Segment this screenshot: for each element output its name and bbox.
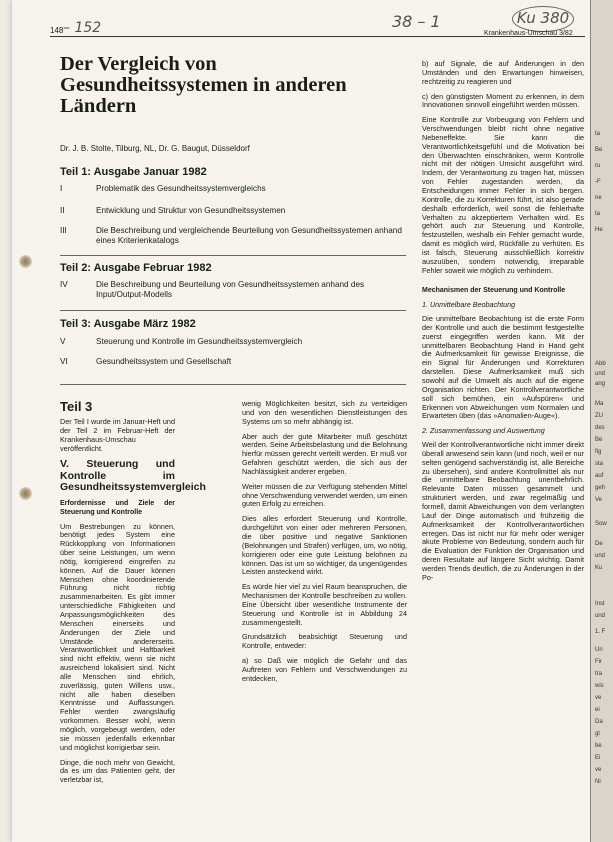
- subsection-heading-numbered: 1. Unmittelbare Beobachtung: [422, 300, 516, 310]
- body-paragraph: Aber auch der gute Mitarbeiter muß geschützt werden. Seine Arbeitsbelastung und die Belohnung hierfür müssen gerecht verteilt werden. Er muß vor Gefahren geschützt werden, die sich aus der Nachlässigkeit anderer ergeben.: [242, 431, 407, 476]
- edge-text-fragment: Inst: [595, 601, 605, 607]
- edge-text-fragment: Da: [595, 719, 603, 725]
- toc-item-number: VI: [60, 357, 68, 366]
- body-paragraph: wenig Möglichkeiten besitzt, sich zu verteidigen und von den wesentlichen Dienstleistungen des Systems um so mehr abhängig ist.: [242, 399, 407, 426]
- article-authors: Dr. J. B. Stolte, Tilburg, NL, Dr. G. Baugut, Düsseldorf: [60, 144, 250, 153]
- subsection-heading-numbered: 2. Zusammenfassung und Auswertung: [422, 426, 545, 436]
- part-title: Teil 3: [60, 399, 93, 414]
- subsection-heading: Mechanismen der Steuerung und Kontrolle: [422, 287, 566, 295]
- edge-text-fragment: Abb: [595, 361, 606, 367]
- toc-divider: [60, 384, 406, 385]
- toc-divider: [60, 255, 406, 256]
- edge-text-fragment: und: [595, 371, 606, 377]
- body-paragraph: Um Bestrebungen zu können, benötigt jedes System eine Rückkopplung von Informationen über seine Leistungen, um wenn nötig, korrigierend eingreifen zu können. Auf die Dauer können Menschen ohne koordinierende Führung nicht richtig zusammenarbeiten. Es gibt immer unterschiedliche Fähigkeiten und Anpassungsmöglichkeiten des Menschen einerseits und Änderungen der Ziele und Umstände andererseits. Verantwortlichkeit und Haftbarkeit sind nicht effektiv, wenn sie nicht ausreichend lokalisiert sind. Nicht alle Menschen sind ehrlich, zuverlässig, guten Willens usw., nicht alle haben dieselben Kenntnisse und Auffassungen. Fehler werden zwangsläufig vorkommen. Besser wohl, wenn möglich, vorgebeugt werden, oder sie müssen jedenfalls erkennbar und möglichst korrigierbar sein.: [60, 521, 175, 752]
- section-heading: V. Steuerung und Kontrolle im Gesundheitssystemvergleich: [60, 458, 206, 494]
- subsection-heading: Erfordernisse und Ziele der Steuerung und Kontrolle: [60, 499, 175, 516]
- toc-item-text: Steuerung und Kontrolle im Gesundheitssystemvergleich: [96, 337, 303, 346]
- body-column-3: [422, 60, 584, 589]
- toc-heading-part-1: Teil 1: Ausgabe Januar 1982: [60, 166, 207, 178]
- toc-item-number: IV: [60, 280, 68, 289]
- body-paragraph: Weil der Kontrollverantwortliche nicht immer direkt überall anwesend sein kann (und noch, weil er nur selten genügend sachverständig ist, alle Bereiche zu übersehen), sind andere Kontrollmittel als nur die unmittelbare Beobachtung unentbehrlich. Relevante Daten müssen gesammelt und strukturiert werden, und zwar regelmäßig und formell, damit Abweichungen von dem verlangten Lauf der Dinge automatisch und frühzeitig die Aufmerksamkeit der Kontrollverantwortlichen erregen. Das ist nicht nur für mehr oder weniger akute Probleme von Bedeutung, sondern auch für die Evaluation der Funktion der Organisation und deren Resultate auf längere Sicht wichtig. Damit werden Trends deutlich, die zu Änderungen in der Po-: [422, 440, 584, 582]
- intro-paragraph: Der Teil I wurde im Januar-Heft und der Teil 2 im Februar-Heft der Krankenhaus-Umschau veröffentlicht.: [60, 417, 175, 453]
- toc-heading-part-2: Teil 2: Ausgabe Februar 1982: [60, 262, 212, 274]
- edge-text-fragment: des: [595, 425, 605, 431]
- body-column-1: [60, 417, 206, 791]
- edge-text-fragment: auf: [595, 473, 604, 479]
- edge-text-fragment: Un: [595, 647, 603, 653]
- edge-text-fragment: De: [595, 541, 603, 547]
- body-paragraph: Dies alles erfordert Steuerung und Kontrolle, durchgeführt von einer oder mehreren Personen, die über positive und negative Sanktionen (Belohnungen und Strafen) verfügen, um, wo nötig, korrigieren oder eine gute Leistung belohnen zu können. Das ist um so wichtiger, da ungenügendes Leisten ansteckend wirkt.: [242, 514, 407, 577]
- edge-text-fragment: ta: [595, 131, 601, 137]
- toc-item-text: Problematik des Gesundheitssystemvergleichs: [96, 184, 266, 193]
- edge-text-fragment: Ma: [595, 401, 604, 407]
- body-paragraph: Die unmittelbare Beobachtung ist die erste Form der Kontrolle und auch die bestimmt festgestellte zuerst eingegriffen werden kann. Mit der unmittelbaren Beobachtung Hand in Hand geht die Aufmerksamkeit für gewisse Ereignisse, die ein Signal für Änderungen und Korrekturen darstellen. Diese Aufmerksamkeit muß sich sowohl auf die Umwelt als auch auf die eigene Organisation richten. Der Kontrollverantwortliche soll sich bemühen, ein »Aufspüren« und Erkennen von Abweichungen vom Normalen und Erwarteten üben (das »Anomalien-Auge«).: [422, 314, 584, 421]
- edge-text-fragment: wis: [595, 683, 604, 689]
- edge-text-fragment: -F: [595, 179, 601, 185]
- edge-text-fragment: Ei: [595, 755, 601, 761]
- edge-text-fragment: fig: [595, 449, 602, 455]
- toc-item-number: I: [60, 184, 63, 193]
- toc-item-number: III: [60, 226, 67, 235]
- edge-text-fragment: Ku: [595, 565, 603, 571]
- punch-hole-lower: [19, 487, 32, 500]
- edge-text-fragment: ve: [595, 767, 602, 773]
- page-number: 148: [50, 26, 64, 35]
- toc-item-number: V: [60, 337, 66, 346]
- body-paragraph: b) auf Signale, die auf Änderungen in den Umständen und den Erwartungen hinweisen, rechtzeitig zu reagieren und: [422, 59, 584, 86]
- toc-item-text: Entwicklung und Struktur von Gesundheitssystemen: [96, 206, 286, 215]
- edge-text-fragment: ne: [595, 195, 602, 201]
- adjacent-page-edge: [590, 0, 613, 842]
- toc-item-text: Gesundheitssystem und Gesellschaft: [96, 357, 232, 366]
- punch-hole-upper: [19, 255, 32, 268]
- edge-text-fragment: Sow: [595, 521, 607, 527]
- edge-text-fragment: geh: [595, 485, 606, 491]
- edge-text-fragment: ang: [595, 381, 606, 387]
- body-paragraph: c) den günstigsten Moment zu erkennen, in dem Innovationen sinnvoll eingeführt werden müssen.: [422, 91, 584, 110]
- edge-text-fragment: Be: [595, 437, 603, 443]
- edge-text-fragment: ZU: [595, 413, 603, 419]
- handwritten-note-center: 38 – 1: [392, 12, 441, 31]
- handwritten-note-circled: Ku 380: [512, 6, 574, 32]
- toc-divider: [60, 310, 406, 311]
- edge-text-fragment: sta: [595, 461, 604, 467]
- body-paragraph: Weiter müssen die zur Verfügung stehenden Mittel ohne Verschwendung verwendet werden, um einen guten Erfolg zu erreichen.: [242, 481, 407, 509]
- edge-text-fragment: und: [595, 613, 606, 619]
- body-paragraph: Es würde hier viel zu viel Raum beanspruchen, die Mechanismen der Kontrolle beschreiben zu wollen. Eine Übersicht über wesentliche Instrumente der Steuerung und Kontrolle ist in Abbildung 24 zusammengestellt.: [242, 582, 407, 627]
- body-paragraph: a) so Daß wie möglich die Gefahr und das Auftreten von Fehlern und Verschwendungen zu entdecken,: [242, 656, 407, 683]
- edge-text-fragment: Ni: [595, 779, 601, 785]
- edge-text-fragment: ve: [595, 695, 602, 701]
- header-rule: [50, 36, 585, 37]
- toc-heading-part-3: Teil 3: Ausgabe März 1982: [60, 318, 196, 330]
- body-paragraph: Dinge, die noch mehr von Gewicht, da es um das Patienten geht, der verletzbar ist,: [60, 757, 175, 785]
- edge-text-fragment: Ve: [595, 497, 603, 503]
- edge-text-fragment: Be: [595, 147, 603, 153]
- handwritten-note-left: – 152: [63, 20, 102, 36]
- toc-item-text: Die Beschreibung und Beurteilung von Gesundheitssystemen anhand des Input/Output-Modells: [96, 280, 365, 299]
- body-paragraph: Eine Kontrolle zur Vorbeugung von Fehlern und Verschwendungen bleibt nicht ohne negative Nebeneffekte. Sie kann die Verantwortlichkeitsgefühl und die Motivation bei den Überwachten einschränken, wenn Kontrolle nicht mit der nötigen Umsicht ausgeführt wird. Indem, der Verantwortung zu tragen hat, müssen von Fehler zugestanden werden, da Entscheidungen immer Fehler in sich bergen. Kontrolle, die zu Korrekturen führt, ist also gerade deshalb erforderlich, weil sonst die fehlerhafte Verhalten zu akzeptiertem Verhalten wird. Es gehört auch zur Steuerung und Kontrolle, festzustellen, weshalb ein Fehler gemacht wurde, damit es möglich wird, Rückfälle zu verhüten. Es ist falsch, Steuerung ausschließlich korrektiv auszuüben, sondern notwendig, irreparable Fehler soweit wie möglich zu verhindern.: [422, 115, 584, 275]
- toc-item-text: Die Beschreibung und vergleichende Beurteilung von Gesundheitssystemen anhand eines Kriterienkatalogs: [96, 226, 402, 245]
- edge-text-fragment: tra: [595, 671, 603, 677]
- edge-text-fragment: ei: [595, 707, 600, 713]
- toc-item-number: II: [60, 206, 65, 215]
- edge-text-fragment: Fir: [595, 659, 602, 665]
- edge-text-fragment: 1. F: [595, 629, 606, 635]
- edge-text-fragment: ta: [595, 211, 601, 217]
- edge-text-fragment: gl: [595, 731, 600, 737]
- article-title: Der Vergleich von Gesundheitssystemen in anderen Ländern: [60, 53, 347, 117]
- edge-text-fragment: He: [595, 227, 603, 233]
- body-paragraph: Grundsätzlich beabsichtigt Steuerung und Kontrolle, entweder:: [242, 632, 407, 651]
- body-column-2: [242, 400, 407, 690]
- journal-running-head: Krankenhaus-Umschau 3/82: [484, 30, 573, 37]
- edge-text-fragment: und: [595, 553, 606, 559]
- edge-text-fragment: be: [595, 743, 602, 749]
- edge-text-fragment: ru: [595, 163, 601, 169]
